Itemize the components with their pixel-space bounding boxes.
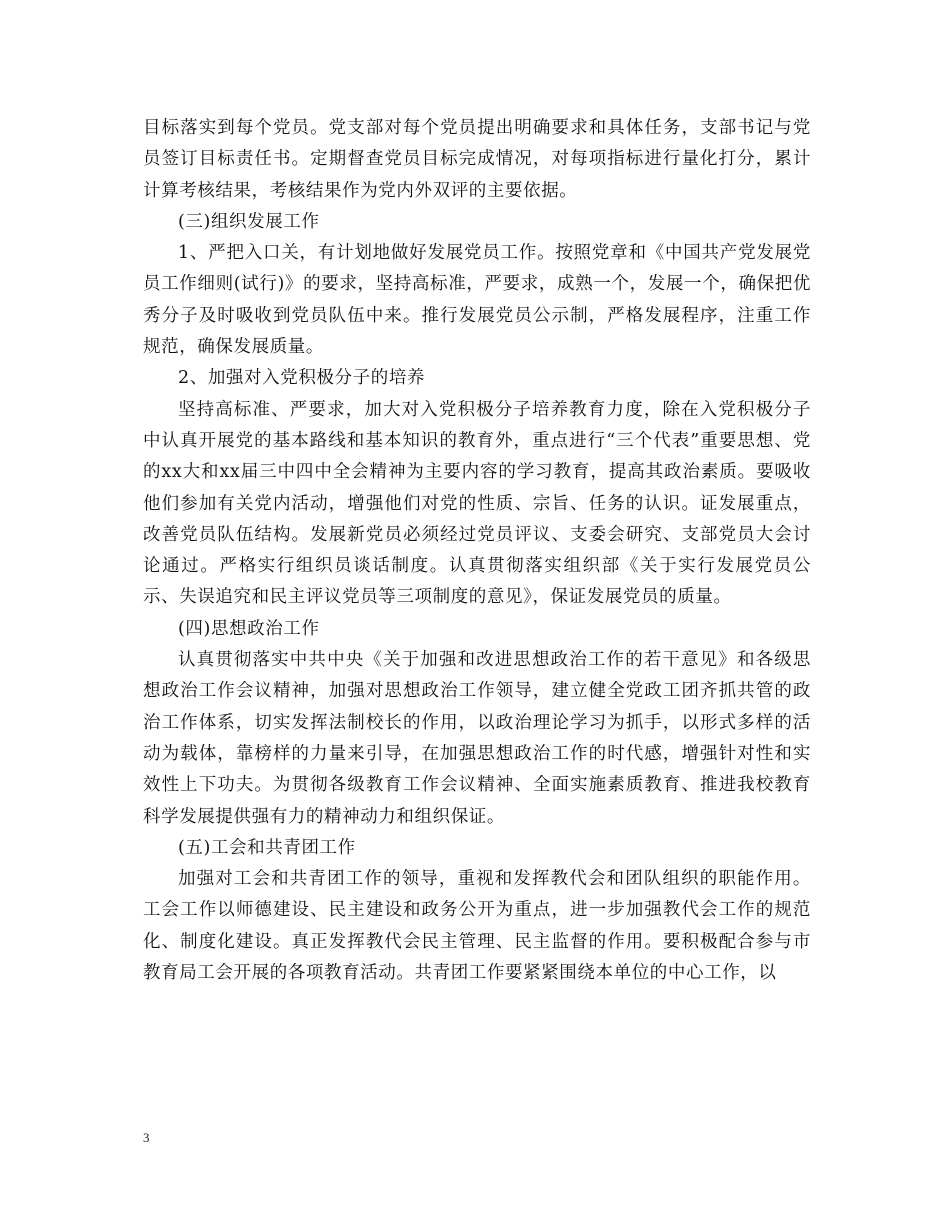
section-heading-organization-development: (三)组织发展工作 (178, 211, 320, 232)
paragraph-continuation: 目标落实到每个党员。党支部对每个党员提出明确要求和具体任务，支部书记与党员签订目标责任书。定期督查党员目标完成情况，对每项指标进行量化打分，累计计算考核结果，考核结果作为党内外双评的主要依据。 (143, 118, 811, 201)
subheading-activist-training: 2、加强对入党积极分子的培养 (178, 368, 426, 389)
document-body (143, 113, 811, 989)
section-heading-ideological-work: (四)思想政治工作 (178, 618, 320, 639)
page-number: 3 (143, 1130, 150, 1145)
paragraph-ideological-work: 认真贯彻落实中共中央《关于加强和改进思想政治工作的若干意见》和各级思想政治工作会议精神，加强对思想政治工作领导，建立健全党政工团齐抓共管的政治工作体系，切实发挥法制校长的作用，以政治理论学习为抓手，以形式多样的活动为载体，靠榜样的力量来引导，在加强思想政治工作的时代感，增强针对性和实效性上下功夫。为贯彻各级教育工作会议精神、全面实施素质教育、推进我校教育科学发展提供强有力的精神动力和组织保证。 (143, 650, 811, 827)
paragraph-activist-training: 坚持高标准、严要求，加大对入党积极分子培养教育力度，除在入党积极分子中认真开展党的基本路线和基本知识的教育外，重点进行“三个代表”重要思想、党的xx大和xx届三中四中全会精神为主要内容的学习教育，提高其政治素质。要吸收他们参加有关党内活动，增强他们对党的性质、宗旨、任务的认识。证发展重点，改善党员队伍结构。发展新党员必须经过党员评议、支委会研究、支部党员大会讨论通过。严格实行组织员谈话制度。认真贯彻落实组织部《关于实行发展党员公示、失误追究和民主评议党员等三项制度的意见》，保证发展党员的质量。 (143, 399, 811, 608)
paragraph-union-league-work: 加强对工会和共青团工作的领导，重视和发挥教代会和团队组织的职能作用。工会工作以师德建设、民主建设和政务公开为重点，进一步加强教代会工作的规范化、制度化建设。真正发挥教代会民主管理、民主监督的作用。要积极配合参与市教育局工会开展的各项教育活动。共青团工作要紧紧围绕本单位的中心工作，以 (143, 869, 811, 984)
section-heading-union-league-work: (五)工会和共青团工作 (178, 837, 356, 858)
paragraph-entry-control: 1、严把入口关，有计划地做好发展党员工作。按照党章和《中国共产党发展党员工作细则(试行)》的要求，坚持高标准，严要求，成熟一个，发展一个，确保把优秀分子及时吸收到党员队伍中来。推行发展党员公示制，严格发展程序，注重工作规范，确保发展质量。 (143, 243, 811, 358)
